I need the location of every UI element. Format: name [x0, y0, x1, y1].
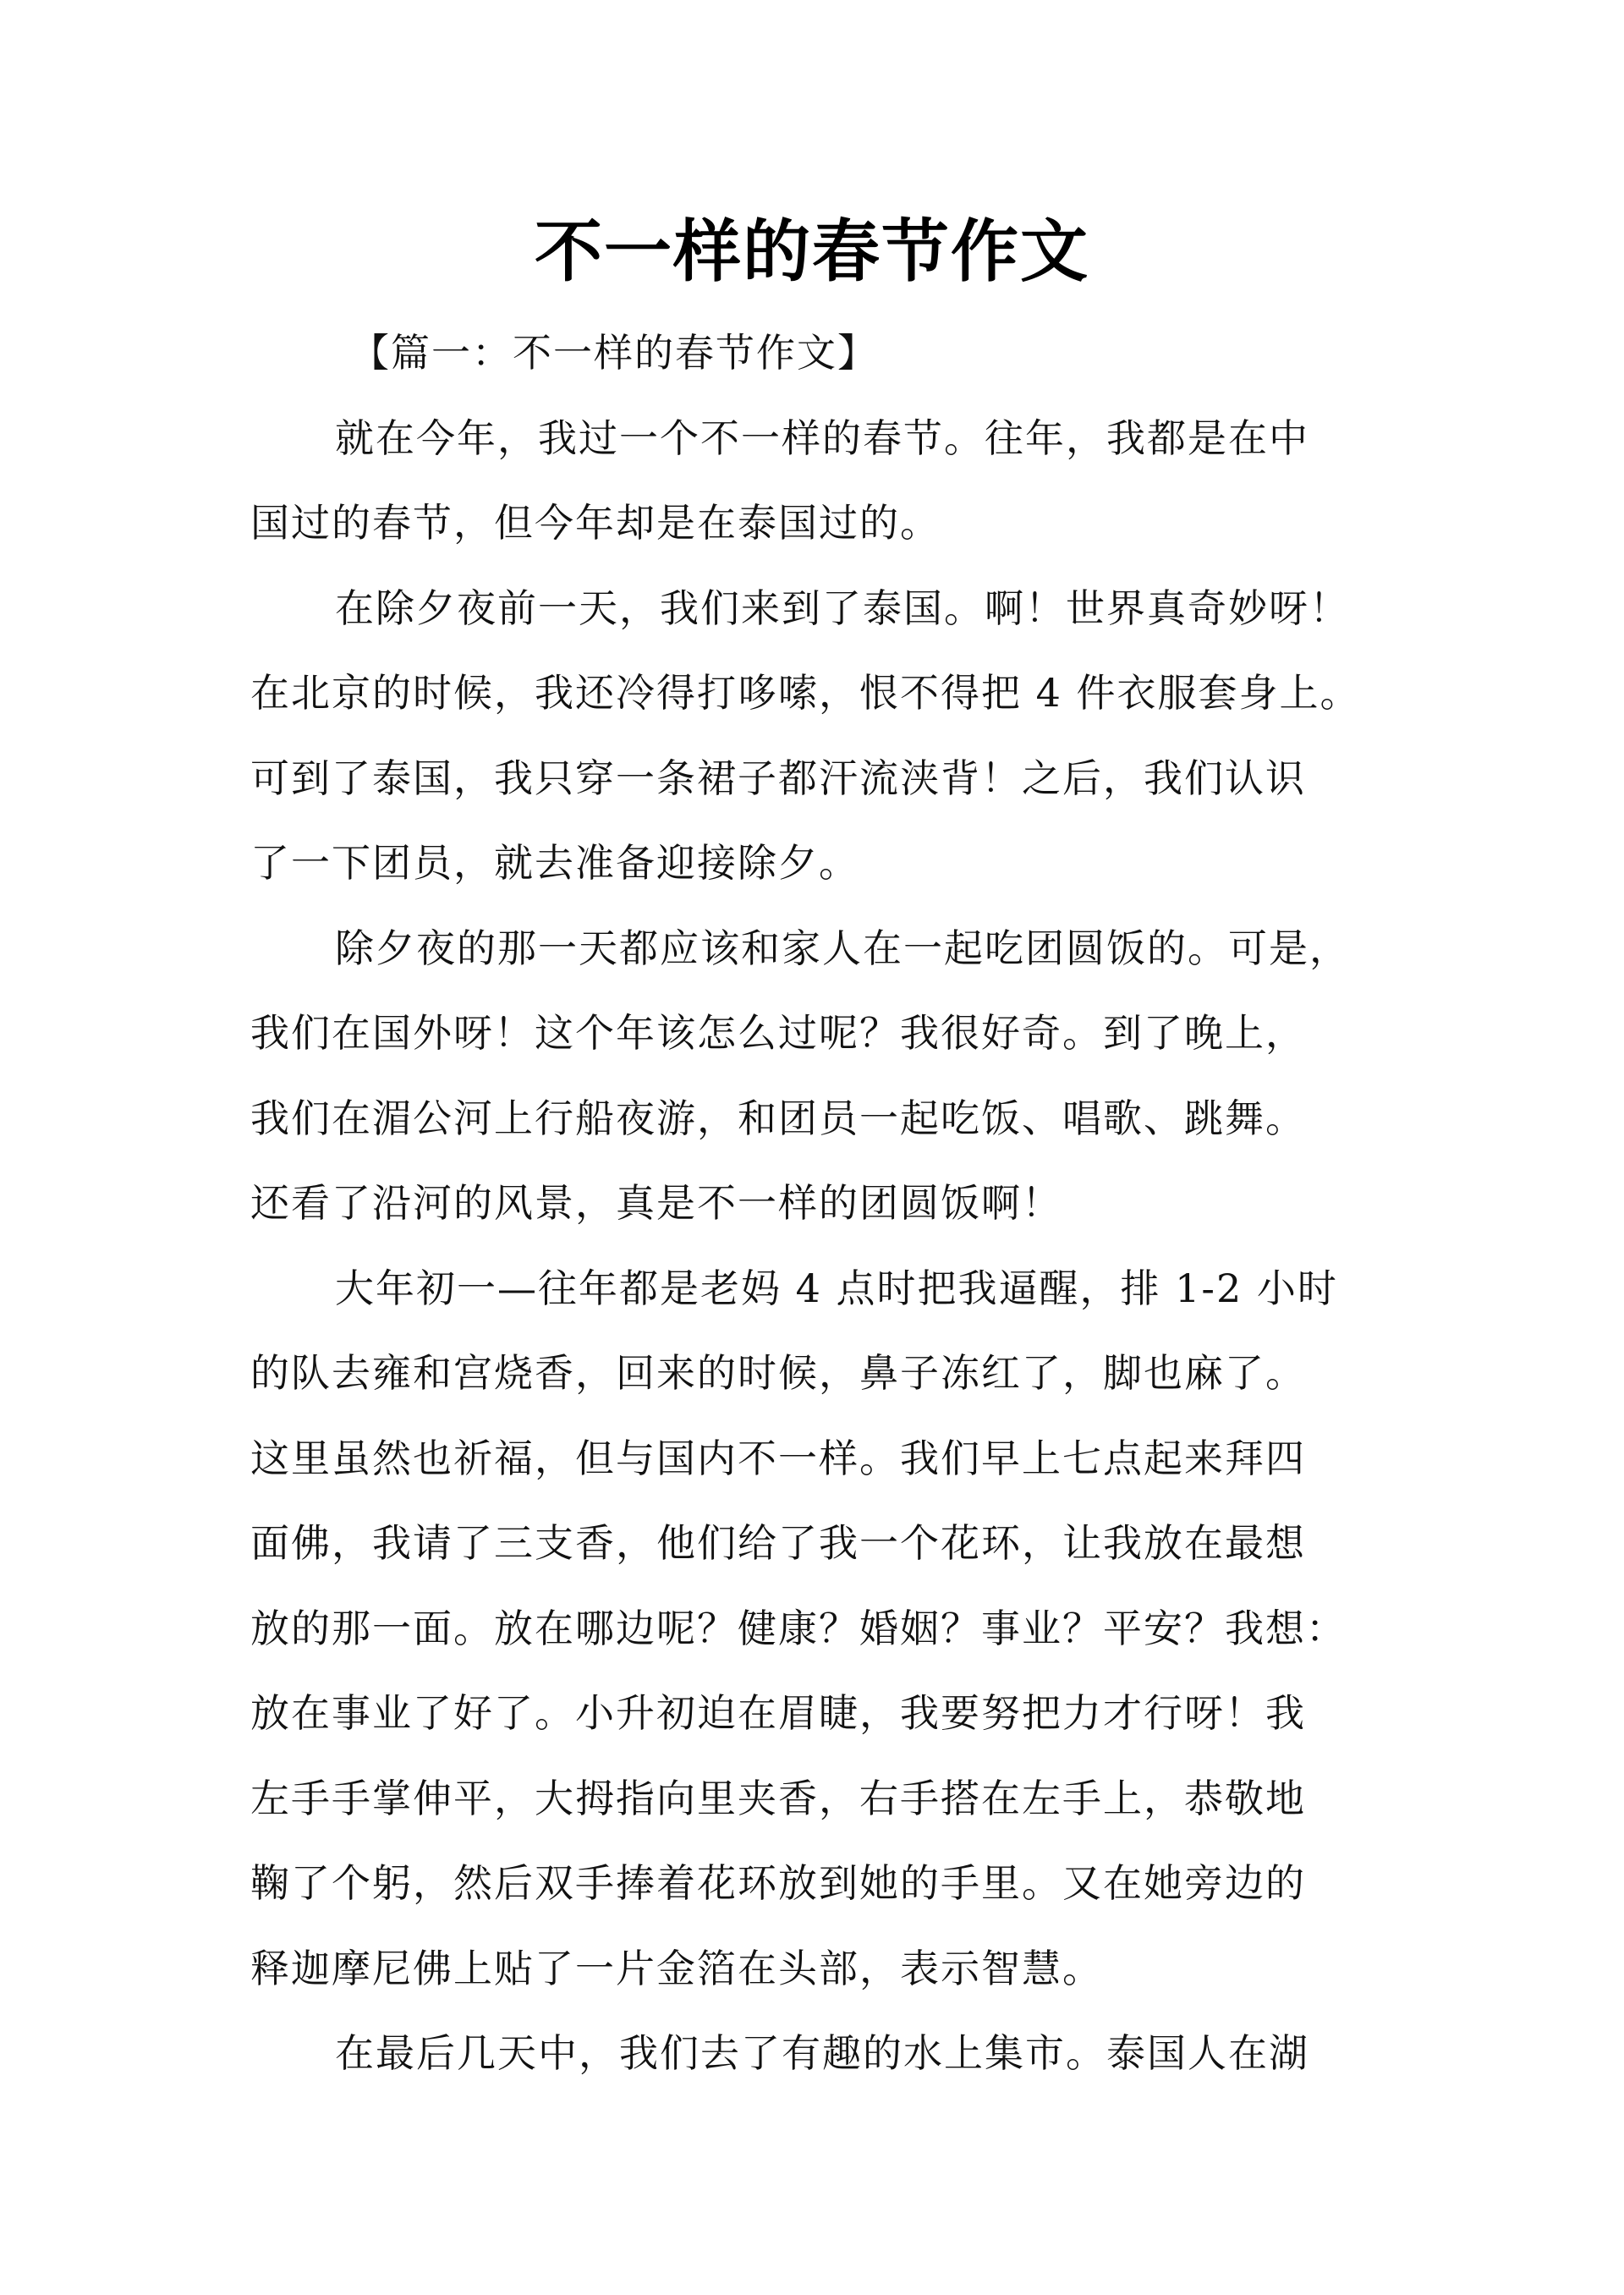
paragraph-line: 了一下团员，就去准备迎接除夕。 — [250, 840, 859, 886]
document-title: 不一样的春节作文 — [535, 212, 1089, 291]
paragraph-1 — [250, 396, 1384, 566]
paragraph-line: 大年初一—往年都是老妈 4 点时把我逼醒，排 1-2 小时 — [335, 1265, 1338, 1311]
paragraph-line: 除夕夜的那一天都应该和家人在一起吃团圆饭的。可是， — [335, 925, 1350, 971]
paragraph-line: 我们在国外呀！这个年该怎么过呢？我很好奇。到了晚上， — [250, 1010, 1306, 1056]
paragraph-line: 可到了泰国，我只穿一条裙子都汗流浃背！之后，我们认识 — [250, 755, 1306, 801]
paragraph-line: 在最后几天中，我们去了有趣的水上集市。泰国人在湖 — [335, 2030, 1309, 2076]
paragraph-line: 左手手掌伸平，大拇指向里夹香，右手搭在左手上，恭敬地 — [250, 1775, 1306, 1821]
paragraph-line: 放在事业了好了。小升初迫在眉睫，我要努把力才行呀！我 — [250, 1690, 1306, 1736]
paragraph-3 — [250, 906, 1384, 1246]
section-heading: 【篇一：不一样的春节作文】 — [350, 330, 878, 376]
document-body — [250, 310, 1384, 2096]
paragraph-line: 在除夕夜前一天，我们来到了泰国。啊！世界真奇妙呀！ — [335, 585, 1350, 631]
paragraph-line: 国过的春节，但今年却是在泰国过的。 — [250, 500, 941, 546]
paragraph-line: 鞠了个躬，然后双手捧着花环放到她的手里。又在她旁边的 — [250, 1860, 1306, 1906]
paragraph-line: 这里虽然也祈福，但与国内不一样。我们早上七点起来拜四 — [250, 1435, 1306, 1481]
paragraph-line: 就在今年，我过一个不一样的春节。往年，我都是在中 — [335, 415, 1309, 461]
paragraph-line: 在北京的时候，我还冷得打哆嗦，恨不得把 4 件衣服套身上。 — [250, 670, 1361, 716]
paragraph-line: 的队去雍和宫烧香，回来的时候，鼻子冻红了，脚也麻了。 — [250, 1350, 1306, 1396]
paragraph-2 — [250, 566, 1384, 906]
paragraph-line: 我们在湄公河上行船夜游，和团员一起吃饭、唱歌、跳舞。 — [250, 1095, 1306, 1141]
paragraph-line: 面佛，我请了三支香，他们给了我一个花环，让我放在最想 — [250, 1520, 1306, 1566]
paragraph-line: 释迦摩尼佛上贴了一片金箔在头部，表示智慧。 — [250, 1945, 1103, 1991]
paragraph-line: 放的那一面。放在哪边呢？健康？婚姻？事业？平安？我想： — [250, 1605, 1347, 1651]
paragraph-line: 还看了沿河的风景，真是不一样的团圆饭啊！ — [250, 1180, 1062, 1226]
paragraph-4 — [250, 1246, 1384, 2012]
paragraph-5 — [250, 2011, 1384, 2096]
